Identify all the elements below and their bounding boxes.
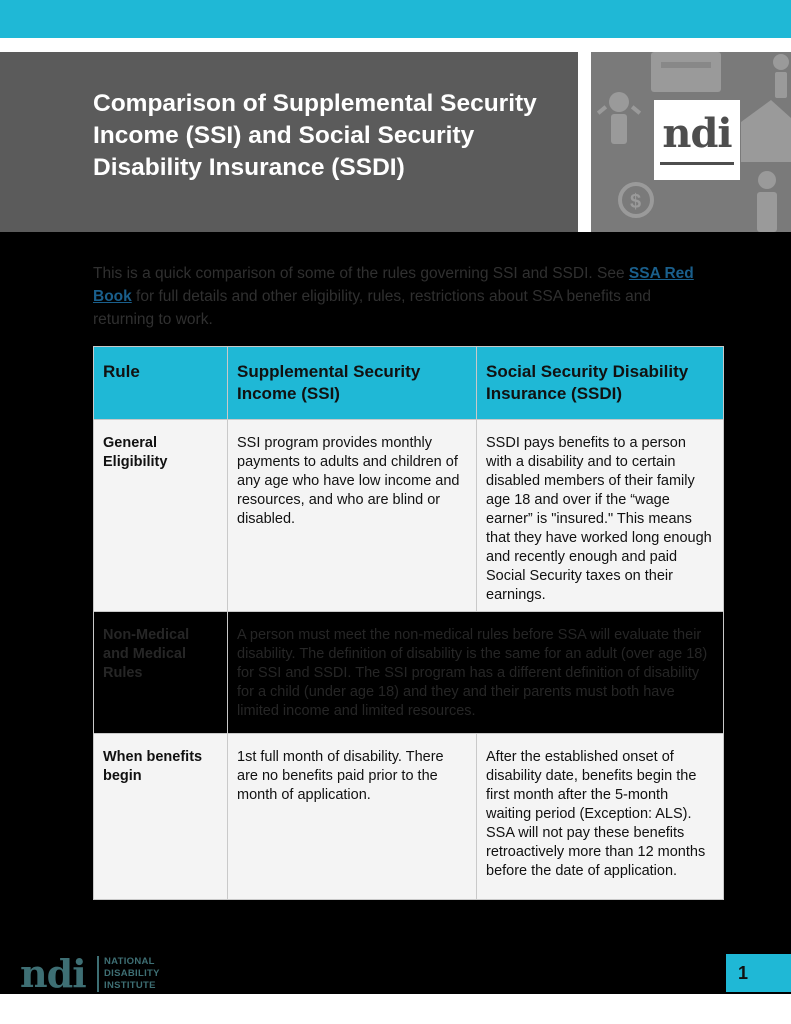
rule-cell: Non-Medical and Medical Rules xyxy=(94,612,228,734)
rule-cell: General Eligibility xyxy=(94,420,228,612)
ndi-logo-text: ndi xyxy=(662,110,732,157)
footer-logo-divider xyxy=(97,956,99,992)
title-banner xyxy=(0,52,578,232)
table-header-row xyxy=(94,347,724,420)
banner-illustration xyxy=(591,52,791,232)
ssdi-cell: After the established onset of disability date, benefits begin the first month after the 5-month waiting period (Exception: ALS). SSA will not pay these benefits retroactively more than 12 months before the date of application. xyxy=(477,734,724,900)
logo-underline xyxy=(660,162,734,165)
table-row xyxy=(94,420,724,612)
footer-org-line: INSTITUTE xyxy=(104,980,156,991)
intro-text-before: This is a quick comparison of some of the rules governing SSI and SSDI. See xyxy=(93,265,629,282)
combined-cell: A person must meet the non-medical rules before SSA will evaluate their disability. The definition of disability is the same for an adult (over age 18) for SSI and SSDI. The SSI program has a different definition of disability for a child (under age 18) and they and their parents must both have limited income and limited resources. xyxy=(228,612,724,734)
footer-org-line: DISABILITY xyxy=(104,968,160,979)
comparison-table xyxy=(93,346,724,900)
header-ssi: Supplemental Security Income (SSI) xyxy=(228,347,477,420)
ssdi-cell: SSDI pays benefits to a person with a disability and to certain disabled members of their family age 18 and over if the “wage earner” is "insured." This means that they have worked long enough and recently enough and paid Social Security taxes on their earnings. xyxy=(477,420,724,612)
footer-ndi-mark: ndi xyxy=(20,951,86,996)
intro-paragraph xyxy=(93,262,713,331)
top-accent-bar xyxy=(0,0,791,38)
footer-org-line: NATIONAL xyxy=(104,956,155,967)
rule-cell: When benefits begin xyxy=(94,734,228,900)
table-row xyxy=(94,612,724,734)
header-ssdi: Social Security Disability Insurance (SSDI) xyxy=(477,347,724,420)
footer-org-name xyxy=(104,956,160,992)
ssi-cell: 1st full month of disability. There are no benefits paid prior to the month of application. xyxy=(228,734,477,900)
header-rule: Rule xyxy=(94,347,228,420)
page-title: Comparison of Supplemental Security Income (SSI) and Social Security Disability Insurance (SSDI) xyxy=(93,90,537,181)
ssi-cell: SSI program provides monthly payments to adults and children of any age who have low income and resources, and who are blind or disabled. xyxy=(228,420,477,612)
intro-text-after: for full details and other eligibility, rules, restrictions about SSA benefits and returning to work. xyxy=(93,288,651,328)
ndi-logo xyxy=(654,100,740,180)
ssa-red-book-link[interactable]: SSA Red Book xyxy=(93,265,694,305)
table-row xyxy=(94,734,724,900)
page-number: 1 xyxy=(726,954,791,992)
svg-text:$: $ xyxy=(630,191,642,213)
